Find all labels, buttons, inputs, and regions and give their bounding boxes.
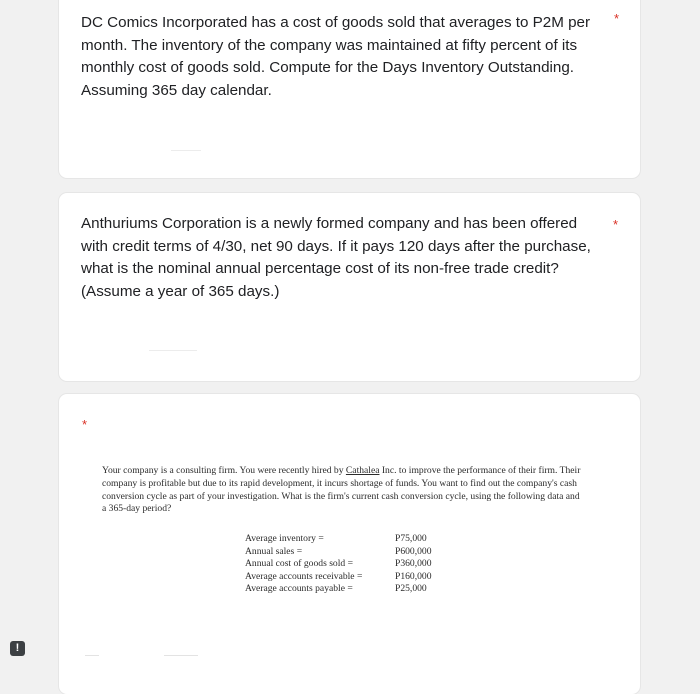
row-value: P25,000 (395, 583, 427, 595)
row-value: P360,000 (395, 558, 432, 570)
table-row (245, 571, 445, 584)
answer-input-3-line[interactable] (164, 655, 198, 656)
row-label: Annual cost of goods sold = (245, 558, 354, 570)
question-3-image-text: Your company is a consulting firm. You were recently hired by Cathalea Inc. to improve the performance of their firm. Their company is profitable but due to its rapid development, it incurs shortage of funds. You want to find out the company's cash conversion cycle as part of your investigation. What is the firm's current cash conversion cycle, using the following data and a 365-day period? (102, 465, 581, 515)
row-value: P75,000 (395, 533, 427, 544)
answer-input-1[interactable] (171, 150, 201, 151)
table-row (245, 546, 445, 559)
table-row (245, 533, 445, 546)
row-label: Average accounts receivable = (245, 570, 363, 582)
row-value: P600,000 (395, 545, 432, 557)
required-asterisk: * (82, 417, 88, 432)
table-row (245, 583, 445, 596)
exclamation-icon: ! (15, 642, 20, 654)
question-card-1 (59, 0, 640, 178)
answer-input-2[interactable] (149, 350, 197, 351)
answer-input-3[interactable] (85, 655, 99, 656)
row-label: Average inventory = (245, 533, 324, 544)
row-value: P160,000 (395, 570, 432, 582)
data-table (245, 533, 445, 596)
question-card-2 (59, 193, 640, 381)
feedback-button[interactable] (10, 641, 25, 656)
row-label: Average accounts payable = (245, 583, 353, 595)
question-1-text: DC Comics Incorporated has a cost of goods sold that averages to P2M per month. The inventory of the company was maintained at fifty percent of its monthly cost of goods sold. Compute for the Days Inventory Outstanding. Assuming 365 day calendar. (81, 14, 591, 99)
row-label: Annual sales = (245, 545, 303, 557)
question-2-text: Anthuriums Corporation is a newly formed company and has been offered with credit terms of 4/30, net 90 days. If it pays 120 days after the purchase, what is the nominal annual percentage cost of its non-free trade credit? (Assume a year of 365 days.) (81, 215, 591, 300)
required-asterisk: * (613, 217, 619, 232)
table-row (245, 558, 445, 571)
required-asterisk: * (614, 11, 620, 26)
question-card-3 (59, 394, 640, 694)
